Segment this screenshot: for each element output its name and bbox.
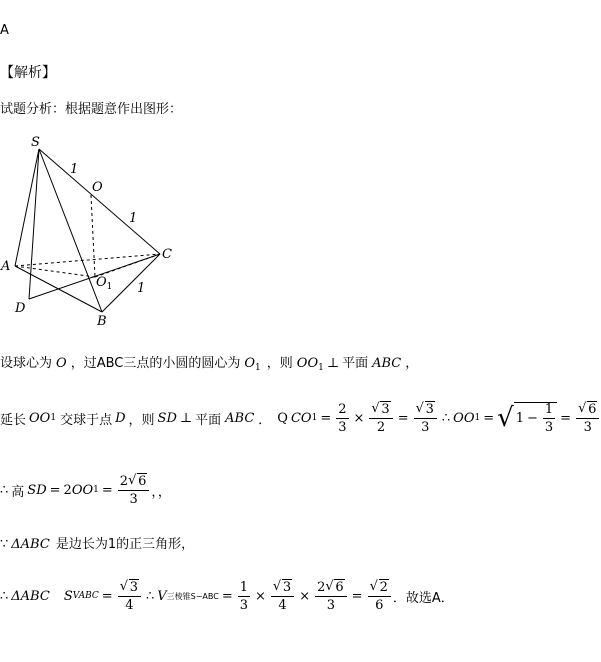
edge-label-SO: 1 (70, 162, 79, 177)
label-C: C (162, 247, 172, 262)
paragraph-4: ∵ ΔABC 是边长为1的正三角形， (0, 537, 195, 552)
label-D: D (15, 301, 26, 316)
label-S: S (31, 135, 40, 150)
intro-text: 试题分析：根据题意作出图形： (0, 102, 183, 117)
paragraph-5: ∴ ΔABC S VABC = √ $\frac{3}{4}$ ∴ V 三棱锥S−ABC = $\frac{1}{3}$ × √ $\frac{3}{4}$ × $\frac{2√ 6}{3}$ = √ $\frac{2}{6}$ ．故选A． (0, 575, 454, 617)
paragraph-1: 设球心为 O ，过ABC三点的小圆的圆心为 $O_1$ ，则 $OO_1$ ⊥ 平面 ABC ， (0, 356, 419, 373)
label-O1: $O_1$ (96, 275, 113, 292)
paragraph-2: 延长 OO 1 交球于点 D ，则 SD ⊥ 平面 ABC ． Q CO 1 = $\frac{2}{3}$ × √ $\frac{3}{2}$ = √ $\frac{3}{3}$ ∴ OO 1 = √ 1 − $\frac{1}{3}$ = √ $\frac{6}{3}$ (0, 397, 601, 439)
label-A: A (1, 259, 11, 274)
edge-label-BC: 1 (137, 281, 146, 296)
edge-OO1-dashed (91, 195, 95, 277)
label-B: B (97, 314, 107, 329)
edge-AC-dashed (15, 254, 160, 266)
edge-AO1-dashed (15, 266, 95, 277)
pyramid-figure (0, 128, 200, 333)
answer-text: A (0, 23, 9, 38)
edge-label-OC: 1 (129, 211, 138, 226)
edge-SC (39, 149, 160, 254)
paragraph-3: ∴ 高 SD = 2 OO 1 = $\frac{2√ 6}{3}$ ，， (0, 470, 171, 510)
label-O: O (92, 180, 103, 195)
analysis-header: 【解析】 (0, 65, 56, 81)
